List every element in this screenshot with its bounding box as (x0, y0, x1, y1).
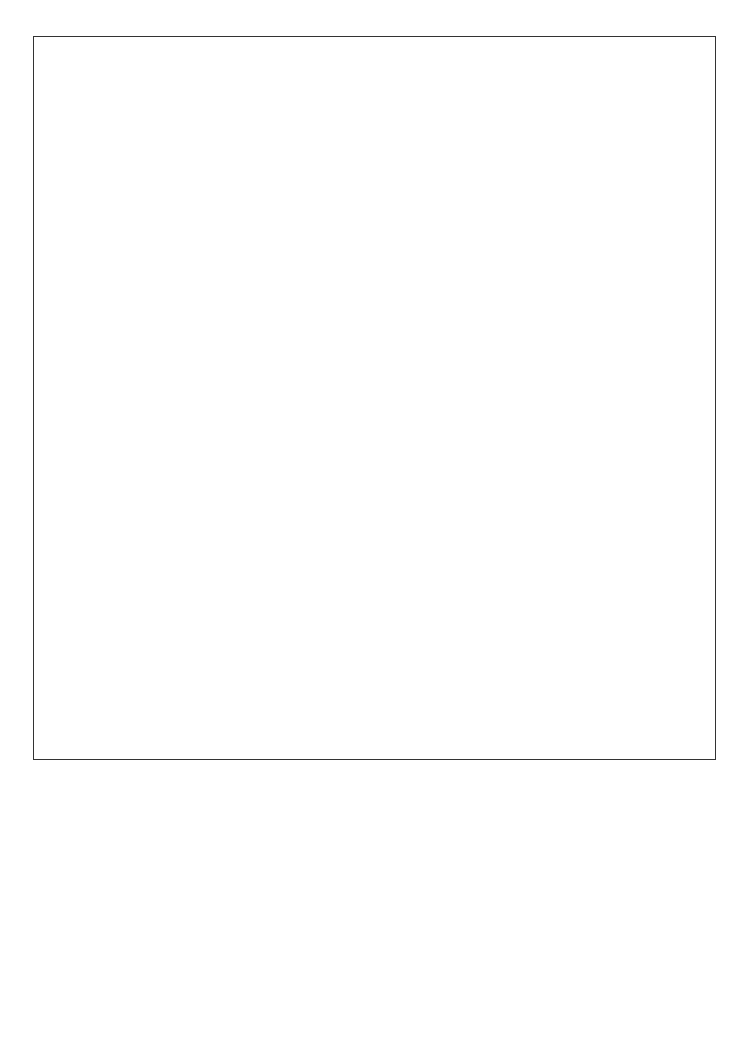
info-box (33, 36, 716, 760)
